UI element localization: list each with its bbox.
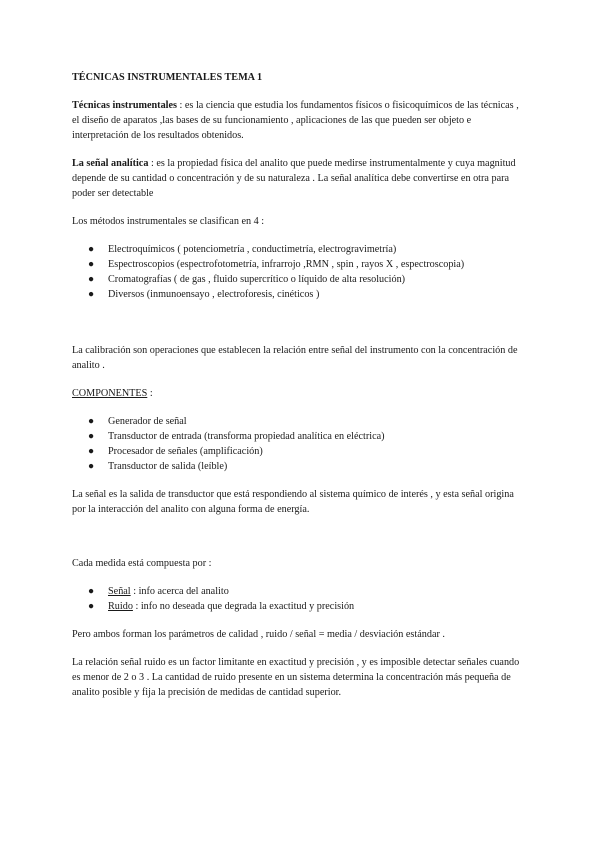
signal-paragraph: La señal es la salida de transductor que está respondiendo al sistema químico de interés , y esta señal origina por la interacción del analito con alguna forma de energía.	[72, 489, 514, 515]
bullet-icon: ●	[88, 601, 95, 612]
bullet-icon: ●	[88, 259, 95, 270]
term-tecnicas-instrumentales: Técnicas instrumentales	[72, 100, 177, 111]
list-item-text: Electroquímicos ( potenciometría , conductimetría, electrogravimetría)	[108, 244, 397, 255]
definition-text: : es la propiedad física del analito que puede medirse instrumentalmente y cuya magnitud depende de su cantidad o concentración y de su naturaleza . La señal analítica debe convertirse en otra para poder ser detectable	[72, 158, 516, 199]
list-item	[72, 257, 528, 272]
list-item-text: Transductor de salida (leíble)	[108, 461, 228, 472]
list-item	[72, 459, 528, 474]
list-item-text: Procesador de señales (amplificación)	[108, 446, 263, 457]
methods-list	[72, 242, 528, 302]
list-item	[72, 444, 528, 459]
document-page	[72, 70, 528, 713]
list-item-text: Cromatografías ( de gas , fluido supercrítico o líquido de alta resolución)	[108, 274, 406, 285]
list-item	[72, 599, 528, 614]
components-heading-text: COMPONENTES	[72, 388, 148, 399]
bullet-icon: ●	[88, 446, 95, 457]
bullet-icon: ●	[88, 586, 95, 597]
list-item-text: : info no deseada que degrada la exactitud y precisión	[132, 601, 355, 612]
measure-list	[72, 584, 528, 614]
list-item-text: Diversos (inmunoensayo , electroforesis, cinéticos )	[108, 289, 320, 300]
list-item	[72, 287, 528, 302]
document-title: TÉCNICAS INSTRUMENTALES TEMA 1	[72, 72, 263, 83]
bullet-icon: ●	[88, 461, 95, 472]
term-ruido: Ruido	[108, 601, 133, 612]
list-item	[72, 414, 528, 429]
methods-intro: Los métodos instrumentales se clasifican en 4 :	[72, 216, 265, 227]
bullet-icon: ●	[88, 274, 95, 285]
definition-tecnicas-instrumentales	[72, 98, 528, 143]
components-heading: COMPONENTES :	[72, 388, 153, 399]
list-item	[72, 272, 528, 287]
list-item	[72, 429, 528, 444]
list-item-text: Transductor de entrada (transforma propiedad analítica en eléctrica)	[108, 431, 385, 442]
spacer	[72, 530, 528, 556]
noise-ratio-paragraph: La relación señal ruido es un factor limitante en exactitud y precisión , y es imposible detectar señales cuando es menor de 2 o 3 . La cantidad de ruido presente en un sistema determina la concentración más pequeña de analito posible y fija la precisión de medidas de cantidad superior.	[72, 657, 520, 698]
term-senal: Señal	[108, 586, 131, 597]
measure-intro: Cada medida está compuesta por :	[72, 558, 212, 569]
definition-text: : es la ciencia que estudia los fundamentos físicos o fisicoquímicos de las técnicas , el diseño de aparatos ,las bases de su funcionamiento , aplicaciones de las que pueden ser objeto e interpretación de los resultados obtenidos.	[72, 100, 519, 141]
list-item-text: Generador de señal	[108, 416, 187, 427]
calibration-paragraph: La calibración son operaciones que establecen la relación entre señal del instrumento con la concentración de analito .	[72, 345, 518, 371]
term-senal-analitica: La señal analítica	[72, 158, 149, 169]
spacer	[72, 315, 528, 343]
list-item	[72, 584, 528, 599]
bullet-icon: ●	[88, 289, 95, 300]
list-item-text: Espectroscopios (espectrofotometría, infrarrojo ,RMN , spin , rayos X , espectroscopia)	[108, 259, 465, 270]
components-list	[72, 414, 528, 474]
list-item	[72, 242, 528, 257]
definition-senal-analitica	[72, 156, 528, 201]
bullet-icon: ●	[88, 416, 95, 427]
bullet-icon: ●	[88, 431, 95, 442]
quality-paragraph: Pero ambos forman los parámetros de calidad , ruido / señal = media / desviación estándar .	[72, 629, 445, 640]
list-item-text: : info acerca del analito	[130, 586, 229, 597]
bullet-icon: ●	[88, 244, 95, 255]
